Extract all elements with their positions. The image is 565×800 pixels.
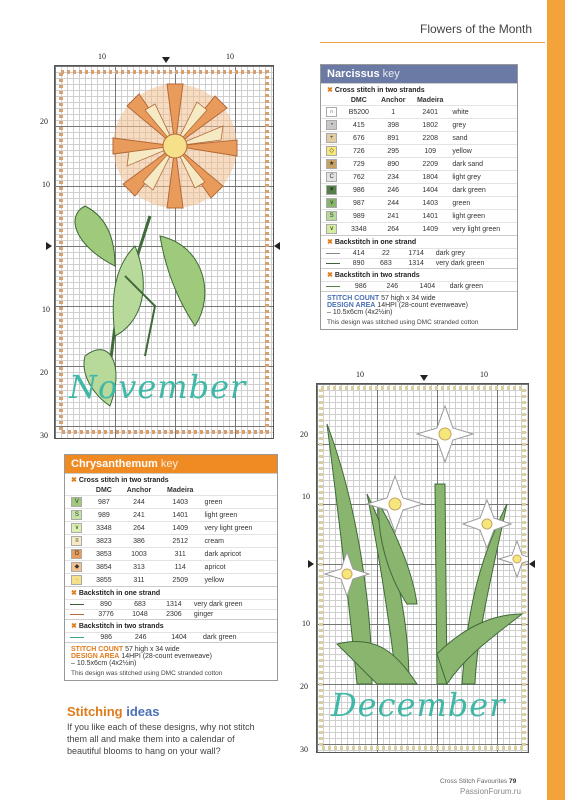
nov-side-label-3: 10: [42, 305, 50, 314]
leaf-right: [160, 236, 205, 326]
stitch-symbol: S: [71, 510, 82, 520]
november-lettering: November: [69, 368, 247, 406]
dec-center-marker-top: [420, 375, 428, 381]
key-row: ◇ 726 295 109 yellow: [321, 145, 517, 158]
stitching-ideas-title: Stitching ideas: [67, 704, 160, 719]
stitch-symbol: ★: [326, 159, 337, 169]
narcissus-back2-table: [321, 281, 517, 291]
backstitch-swatch: [326, 263, 340, 264]
stitch-symbol: Ʊ: [71, 549, 82, 559]
key-row: ∨ 987 244 1403 green: [321, 197, 517, 210]
narcissus-cross-label: ✖ Cross stitch in two strands: [321, 83, 517, 96]
chrysanthemum-key: [64, 454, 278, 681]
chrys-back2-label: ✖ Backstitch in two strands: [65, 619, 277, 632]
narcissus-key: [320, 64, 518, 330]
stitch-symbol: ∩: [326, 107, 337, 117]
narcissus-stitch-info: STITCH COUNT 57 high x 34 wide DESIGN AREA 14HPI (28-count evenweave) – 10.5x6cm (4x2½in): [321, 291, 517, 319]
watermark: PassionForum.ru: [460, 787, 521, 796]
backstitch-swatch: [326, 286, 340, 287]
nov-center-marker-left: [46, 242, 52, 250]
key-row: C 762 234 1804 light grey: [321, 171, 517, 184]
chrys-cross-label: ✖ Cross stitch in two strands: [65, 473, 277, 486]
november-cross-stitch-chart: [54, 65, 274, 439]
key-row: 890 683 1314 very dark green: [321, 259, 517, 269]
december-cross-stitch-chart: [316, 383, 529, 753]
key-row: ★ 729 890 2209 dark sand: [321, 158, 517, 171]
dec-side-label-3: 10: [302, 619, 310, 628]
narcissus-cross-table: DMC Anchor Madeira ∩ B5200 1 2401 white ◔ 415 398 1802 grey + 676 891 2208 sand ◇ 726 295 109 yellow ★ 729 890 2209 dark sand C 762 234 1804 light grey ▼ 986 246 1404 dark green ∨ 987 244 1403 green S 989 241 1401 light green ∨ 3348 264 1409 very light green: [321, 96, 517, 235]
backstitch-swatch: [70, 614, 84, 615]
title-rule: [320, 42, 545, 43]
edge-tab: [547, 0, 565, 800]
page-footer: Cross Stitch Favourites 79: [440, 778, 517, 785]
narcissus-note: This design was stitched using DMC stranded cotton: [327, 319, 479, 326]
leaf-left: [75, 206, 115, 266]
key-row: ≡ 3823 386 2512 cream: [65, 535, 277, 548]
chrys-back1-label: ✖ Backstitch in one strand: [65, 586, 277, 599]
key-row: ∨ 3348 264 1409 very light green: [65, 522, 277, 535]
nov-side-label-1: 20: [40, 117, 48, 126]
stitch-symbol: S: [326, 211, 337, 221]
narcissus-back1-label: ✖ Backstitch in one strand: [321, 235, 517, 248]
dec-side-label-2: 10: [302, 492, 310, 501]
stitch-symbol: ∨: [71, 523, 82, 533]
dec-top-label-1: 10: [356, 370, 364, 379]
narcissus-key-header: Narcissus key: [321, 65, 517, 83]
chrys-back1-table: [65, 599, 277, 619]
flower-head: [113, 84, 237, 208]
nov-side-label-2: 10: [42, 180, 50, 189]
stitch-symbol: ≡: [71, 536, 82, 546]
stitch-symbol: +: [326, 133, 337, 143]
stitch-symbol: ∨: [326, 198, 337, 208]
key-row: Ʊ 3853 1003 311 dark apricot: [65, 548, 277, 561]
dec-center-marker-right: [529, 560, 535, 568]
nov-side-label-5: 30: [40, 431, 48, 440]
narcissus-back2-label: ✖ Backstitch in two strands: [321, 268, 517, 281]
chrysanthemum-key-header: Chrysanthemum key: [65, 455, 277, 473]
key-row: S 989 241 1401 light green: [321, 210, 517, 223]
backstitch-swatch: [326, 253, 340, 254]
stitch-symbol: ◆: [71, 562, 82, 572]
narcissus-back1-table: [321, 248, 517, 268]
stitch-symbol: ◇: [326, 146, 337, 156]
section-title: Flowers of the Month: [420, 22, 533, 36]
backstitch-swatch: [70, 604, 84, 605]
stitch-symbol: C: [326, 172, 337, 182]
key-row: 890 683 1314 very dark green: [65, 600, 277, 610]
dec-side-label-4: 20: [300, 682, 308, 691]
dec-side-label-1: 20: [300, 430, 308, 439]
stitch-symbol: V: [71, 497, 82, 507]
dec-side-label-5: 30: [300, 745, 308, 754]
nov-side-label-4: 20: [40, 368, 48, 377]
december-lettering: December: [331, 686, 506, 724]
chrys-note: This design was stitched using DMC stranded cotton: [71, 670, 223, 677]
stitch-symbol: ▼: [326, 185, 337, 195]
chrys-back2-table: [65, 632, 277, 642]
nov-top-label-2: 10: [226, 52, 234, 61]
chrys-cross-table: DMC Anchor Madeira V 987 244 1403 green S 989 241 1401 light green ∨ 3348 264 1409 very light green ≡ 3823 386 2512 cream Ʊ 3853 1003 311 dark apricot ◆ 3854 313 114 apricot · 3855 311 2509 yellow: [65, 486, 277, 586]
key-row: S 989 241 1401 light green: [65, 509, 277, 522]
key-row: ∩ B5200 1 2401 white: [321, 106, 517, 119]
nov-center-marker-top: [162, 57, 170, 63]
key-row: ◆ 3854 313 114 apricot: [65, 561, 277, 574]
key-row: 3776 1048 2306 ginger: [65, 610, 277, 620]
dec-top-label-2: 10: [480, 370, 488, 379]
backstitch-swatch: [70, 637, 84, 638]
key-row: V 987 244 1403 green: [65, 496, 277, 509]
key-row: 986 246 1404 dark green: [321, 282, 517, 292]
stitch-symbol: ·: [71, 575, 82, 585]
key-row: ∨ 3348 264 1409 very light green: [321, 223, 517, 236]
key-row: 414 22 1714 dark grey: [321, 249, 517, 259]
stitch-symbol: ∨: [326, 224, 337, 234]
key-row: ◔ 415 398 1802 grey: [321, 119, 517, 132]
key-row: · 3855 311 2509 yellow: [65, 574, 277, 587]
dec-center-marker-left: [308, 560, 314, 568]
stitching-ideas-body: If you like each of these designs, why not stitch them all and make them into a calendar of beautiful blooms to hang on your wall?: [67, 722, 255, 756]
nov-center-marker-right: [274, 242, 280, 250]
key-row: ▼ 986 246 1404 dark green: [321, 184, 517, 197]
key-row: + 676 891 2208 sand: [321, 132, 517, 145]
chrys-stitch-info: STITCH COUNT 57 high x 34 wide DESIGN AREA 14HPI (28-count evenweave) – 10.5x6cm (4x2½in): [65, 642, 277, 670]
key-row: 986 246 1404 dark green: [65, 633, 277, 643]
stitch-symbol: ◔: [326, 120, 337, 130]
nov-top-label-1: 10: [98, 52, 106, 61]
